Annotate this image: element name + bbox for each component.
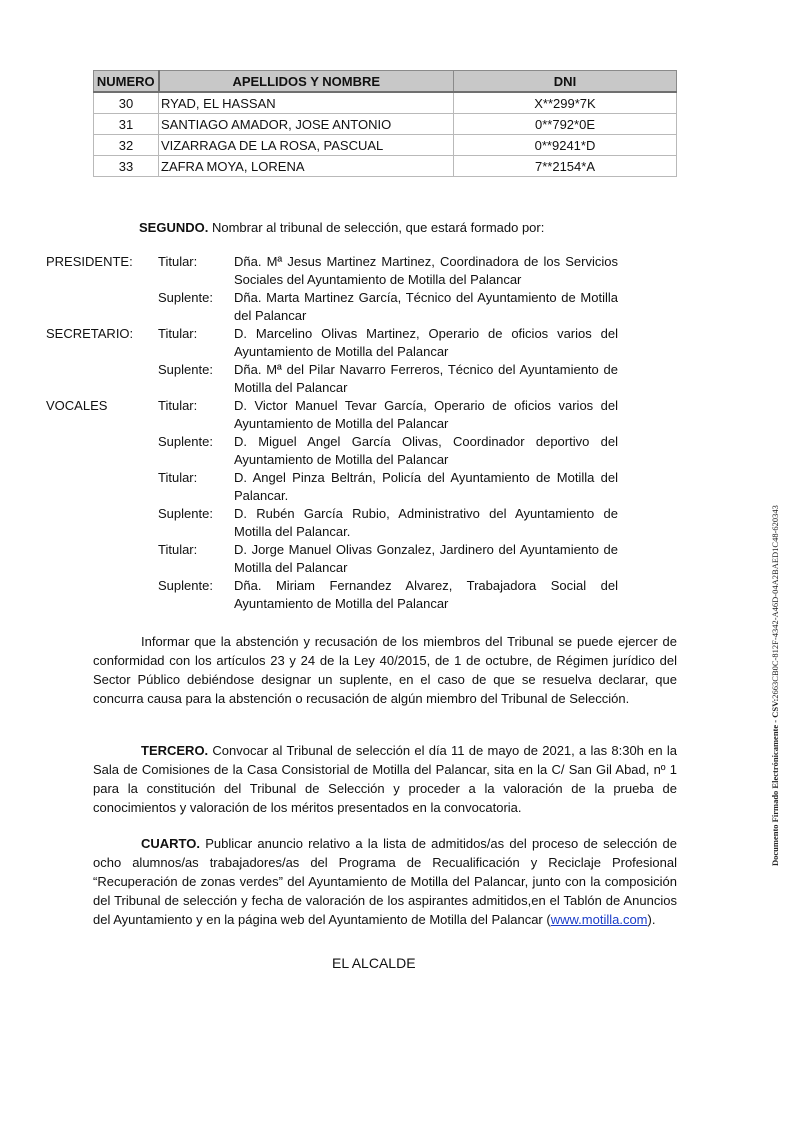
table-row — [94, 156, 677, 177]
member-role: SECRETARIO: — [46, 326, 134, 341]
cuarto-paragraph — [93, 834, 677, 929]
member-description: D. Victor Manuel Tevar García, Operario de oficios varios del Ayuntamiento de Motilla del Palancar — [234, 398, 618, 431]
csv-code: 2663CB0C-812F-4342-A46D-04A2BAED1C48-620343 — [770, 505, 780, 699]
segundo-label: SEGUNDO. — [139, 220, 209, 235]
member-kind: Suplente: — [158, 290, 213, 305]
table-row — [94, 135, 677, 156]
member-description: D. Rubén García Rubio, Administrativo del Ayuntamiento de Motilla del Palancar. — [234, 506, 618, 539]
member-kind: Suplente: — [158, 506, 213, 521]
cell-numero: 32 — [94, 135, 159, 156]
tercero-paragraph — [93, 741, 677, 817]
applicants-table — [93, 70, 677, 177]
table-row — [94, 114, 677, 135]
cell-dni: 7**2154*A — [454, 156, 677, 177]
header-numero: NUMERO — [94, 71, 159, 93]
cell-numero: 33 — [94, 156, 159, 177]
member-role — [46, 577, 158, 613]
tribunal-member — [46, 397, 618, 433]
cell-nombre: ZAFRA MOYA, LORENA — [159, 156, 454, 177]
table-row — [94, 92, 677, 114]
cell-nombre: VIZARRAGA DE LA ROSA, PASCUAL — [159, 135, 454, 156]
member-kind: Titular: — [158, 398, 198, 413]
member-kind: Suplente: — [158, 578, 213, 593]
csv-stamp — [770, 505, 780, 866]
member-description: D. Angel Pinza Beltrán, Policía del Ayuntamiento de Motilla del Palancar. — [234, 470, 618, 503]
tercero-text: Convocar al Tribunal de selección el día 11 de mayo de 2021, a las 8:30h en la Sala de Comisiones de la Casa Consistorial de Motilla del Palancar, sita en la C/ San Gil Abad, nº 1 para la constitución del Tribunal de Selección y proceder a la valoración de la prueba de conocimientos y valoración de los méritos presentados en la convocatoria. — [93, 743, 677, 815]
header-nombre: APELLIDOS Y NOMBRE — [159, 71, 454, 93]
tribunal-member — [46, 289, 618, 325]
informar-paragraph: Informar que la abstención y recusación de los miembros del Tribunal se puede ejercer de conformidad con los artículos 23 y 24 de la Ley 40/2015, de 1 de octubre, de Régimen jurídico del Sector Público debiéndose designar un suplente, en el caso de que se resuelva declarar, que concurra causa para la abstención o recusación de algún miembro del Tribunal de Selección. — [93, 634, 677, 706]
member-role — [46, 505, 158, 541]
cell-dni: X**299*7K — [454, 92, 677, 114]
segundo-text: Nombrar al tribunal de selección, que estará formado por: — [208, 220, 545, 235]
member-kind: Suplente: — [158, 362, 213, 377]
member-description: D. Marcelino Olivas Martinez, Operario de oficios varios del Ayuntamiento de Motilla del Palancar — [234, 326, 618, 359]
member-role — [46, 289, 158, 325]
cuarto-label: CUARTO. — [141, 836, 200, 851]
cell-dni: 0**792*0E — [454, 114, 677, 135]
cell-dni: 0**9241*D — [454, 135, 677, 156]
table-header-row — [94, 71, 677, 93]
cell-nombre: RYAD, EL HASSAN — [159, 92, 454, 114]
tribunal-member — [46, 325, 618, 361]
tribunal-member — [46, 253, 618, 289]
member-description: D. Jorge Manuel Olivas Gonzalez, Jardinero del Ayuntamiento de Motilla del Palancar — [234, 542, 618, 575]
member-description: Dña. Marta Martinez García, Técnico del Ayuntamiento de Motilla del Palancar — [234, 290, 618, 323]
tribunal-member — [46, 433, 618, 469]
tercero-label: TERCERO. — [141, 743, 209, 758]
member-description: Dña. Miriam Fernandez Alvarez, Trabajadora Social del Ayuntamiento de Motilla del Palancar — [234, 578, 618, 611]
member-kind: Titular: — [158, 542, 198, 557]
member-kind: Titular: — [158, 254, 198, 269]
tribunal-member — [46, 541, 618, 577]
member-description: Dña. Mª del Pilar Navarro Ferreros, Técnico del Ayuntamiento de Motilla del Palancar — [234, 362, 618, 395]
csv-label: Documento Firmado Electrónicamente - CSV: — [770, 698, 780, 866]
member-kind: Titular: — [158, 470, 198, 485]
member-role — [46, 433, 158, 469]
member-role — [46, 361, 158, 397]
cuarto-after: ). — [647, 912, 656, 927]
cuarto-text: Publicar anuncio relativo a la lista de admitidos/as del proceso de selección de ocho alumnos/as trabajadores/as del Programa de Recualificación y Reciclaje Profesional “Recuperación de zonas verdes” del Ayuntamiento de Motilla del Palancar, junto con la composición del Tribunal de selección y fecha de valoración de los aspirantes admitidos,en el Tablón de Anuncios del Ayuntamiento y en la página web del Ayuntamiento de Motilla del Palancar ( — [93, 836, 677, 927]
member-kind: Titular: — [158, 326, 198, 341]
member-kind: Suplente: — [158, 434, 213, 449]
member-role — [46, 541, 158, 577]
tribunal-member — [46, 505, 618, 541]
tribunal-member — [46, 469, 618, 505]
member-role: PRESIDENTE: — [46, 254, 133, 269]
segundo-paragraph — [139, 218, 544, 237]
tribunal-member — [46, 361, 618, 397]
member-description: D. Miguel Angel García Olivas, Coordinador deportivo del Ayuntamiento de Motilla del Palancar — [234, 434, 618, 467]
cell-nombre: SANTIAGO AMADOR, JOSE ANTONIO — [159, 114, 454, 135]
tribunal-list — [46, 253, 618, 613]
member-description: Dña. Mª Jesus Martinez Martinez, Coordinadora de los Servicios Sociales del Ayuntamiento de Motilla del Palancar — [234, 254, 618, 287]
cell-numero: 31 — [94, 114, 159, 135]
cell-numero: 30 — [94, 92, 159, 114]
header-dni: DNI — [454, 71, 677, 93]
tribunal-member — [46, 577, 618, 613]
member-role — [46, 469, 158, 505]
signature-alcalde: EL ALCALDE — [332, 955, 416, 971]
member-role: VOCALES — [46, 398, 108, 413]
website-link[interactable]: www.motilla.com — [550, 912, 648, 927]
